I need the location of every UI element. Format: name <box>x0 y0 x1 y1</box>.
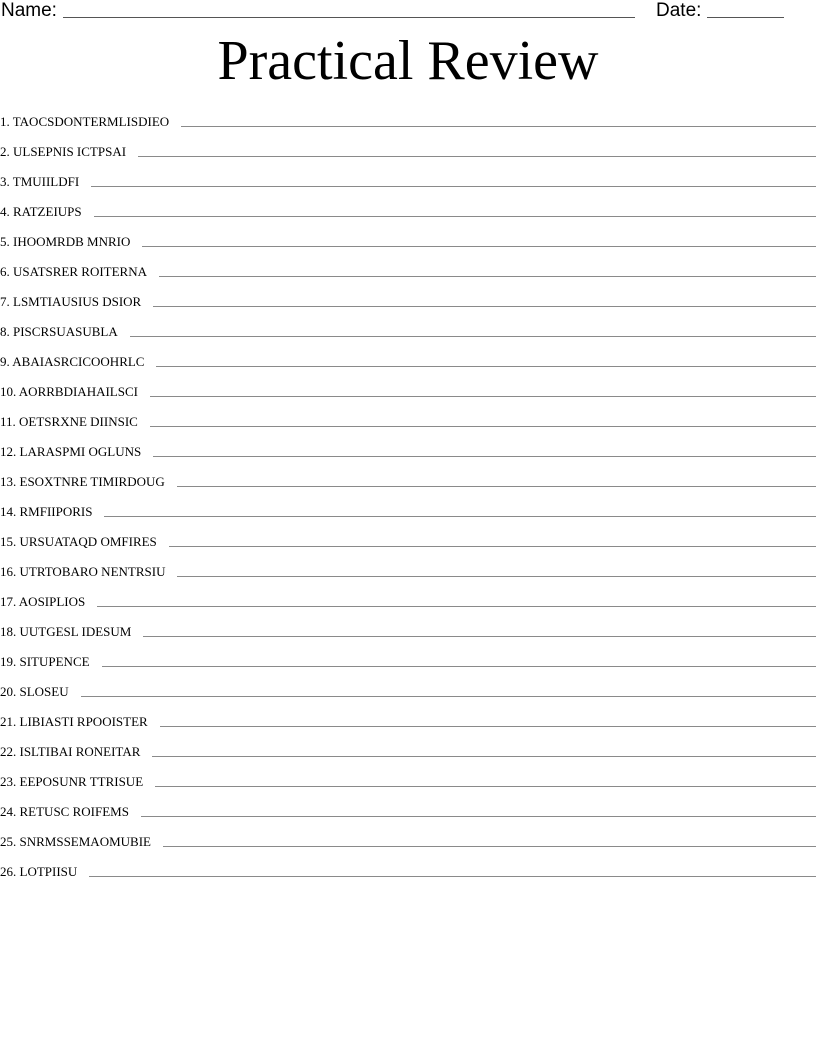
question-number: 22. <box>0 744 17 759</box>
name-label: Name: <box>1 0 57 21</box>
question-row <box>0 287 816 317</box>
question-row <box>0 557 816 587</box>
question-number: 9. <box>0 354 10 369</box>
scrambled-word <box>0 264 147 280</box>
question-number: 24. <box>0 804 17 819</box>
question-number: 8. <box>0 324 10 339</box>
answer-blank-line[interactable] <box>104 516 816 517</box>
date-blank-line[interactable] <box>707 17 784 18</box>
question-row <box>0 827 816 857</box>
question-row <box>0 857 816 887</box>
answer-blank-line[interactable] <box>91 186 816 187</box>
answer-blank-line[interactable] <box>141 816 816 817</box>
question-number: 14. <box>0 504 17 519</box>
question-row <box>0 257 816 287</box>
scrambled-letters: SNRMSSEMAOMUBIE <box>19 834 151 849</box>
scrambled-word <box>0 744 140 760</box>
question-number: 19. <box>0 654 17 669</box>
scrambled-letters: OETSRXNE DIINSIC <box>19 414 138 429</box>
answer-blank-line[interactable] <box>150 426 816 427</box>
scrambled-letters: PISCRSUASUBLA <box>13 324 118 339</box>
question-list <box>0 107 816 887</box>
question-row <box>0 617 816 647</box>
question-row <box>0 587 816 617</box>
scrambled-letters: LOTPIISU <box>19 864 78 879</box>
scrambled-word <box>0 624 131 640</box>
answer-blank-line[interactable] <box>150 396 816 397</box>
question-row <box>0 647 816 677</box>
question-row <box>0 497 816 527</box>
scrambled-letters: RETUSC ROIFEMS <box>19 804 129 819</box>
answer-blank-line[interactable] <box>177 486 816 487</box>
date-label: Date: <box>656 0 702 21</box>
worksheet-header <box>0 0 816 24</box>
answer-blank-line[interactable] <box>156 366 816 367</box>
question-row <box>0 197 816 227</box>
scrambled-word <box>0 804 129 820</box>
scrambled-word <box>0 144 126 160</box>
scrambled-word <box>0 414 138 430</box>
scrambled-letters: ESOXTNRE TIMIRDOUG <box>19 474 165 489</box>
question-number: 21. <box>0 714 17 729</box>
question-row <box>0 137 816 167</box>
question-row <box>0 407 816 437</box>
scrambled-letters: LARASPMI OGLUNS <box>19 444 142 459</box>
answer-blank-line[interactable] <box>159 276 816 277</box>
question-number: 7. <box>0 294 10 309</box>
question-number: 15. <box>0 534 17 549</box>
scrambled-letters: SITUPENCE <box>19 654 90 669</box>
question-number: 5. <box>0 234 10 249</box>
scrambled-word <box>0 444 141 460</box>
scrambled-letters: LSMTIAUSIUS DSIOR <box>13 294 142 309</box>
scrambled-letters: TAOCSDONTERMLISDIEO <box>12 114 170 129</box>
scrambled-word <box>0 474 165 490</box>
question-row <box>0 677 816 707</box>
scrambled-word <box>0 684 69 700</box>
scrambled-letters: AOSIPLIOS <box>18 594 86 609</box>
scrambled-letters: RMFIIPORIS <box>19 504 93 519</box>
question-number: 20. <box>0 684 17 699</box>
scrambled-letters: SLOSEU <box>19 684 69 699</box>
answer-blank-line[interactable] <box>130 336 816 337</box>
question-row <box>0 467 816 497</box>
scrambled-letters: ISLTIBAI RONEITAR <box>19 744 141 759</box>
scrambled-word <box>0 294 141 310</box>
scrambled-letters: IHOOMRDB MNRIO <box>13 234 131 249</box>
question-number: 12. <box>0 444 17 459</box>
question-number: 23. <box>0 774 17 789</box>
question-row <box>0 317 816 347</box>
answer-blank-line[interactable] <box>81 696 816 697</box>
answer-blank-line[interactable] <box>155 786 816 787</box>
scrambled-word <box>0 714 148 730</box>
scrambled-letters: EEPOSUNR TTRISUE <box>19 774 144 789</box>
answer-blank-line[interactable] <box>181 126 816 127</box>
answer-blank-line[interactable] <box>169 546 816 547</box>
question-row <box>0 167 816 197</box>
question-number: 25. <box>0 834 17 849</box>
scrambled-word <box>0 504 92 520</box>
question-row <box>0 797 816 827</box>
answer-blank-line[interactable] <box>138 156 816 157</box>
scrambled-word <box>0 384 138 400</box>
scrambled-letters: USATSRER ROITERNA <box>13 264 147 279</box>
question-number: 2. <box>0 144 10 159</box>
scrambled-word <box>0 834 151 850</box>
scrambled-letters: RATZEIUPS <box>13 204 82 219</box>
answer-blank-line[interactable] <box>177 576 816 577</box>
question-row <box>0 707 816 737</box>
scrambled-word <box>0 864 77 880</box>
scrambled-word <box>0 324 118 340</box>
scrambled-letters: UTRTOBARO NENTRSIU <box>19 564 166 579</box>
question-row <box>0 377 816 407</box>
scrambled-word <box>0 174 79 190</box>
scrambled-word <box>0 594 85 610</box>
scrambled-word <box>0 534 157 550</box>
scrambled-word <box>0 354 144 370</box>
scrambled-letters: ABAIASRCICOOHRLC <box>12 354 145 369</box>
question-row <box>0 767 816 797</box>
answer-blank-line[interactable] <box>152 756 816 757</box>
question-row <box>0 437 816 467</box>
question-number: 11. <box>0 414 16 429</box>
scrambled-word <box>0 654 90 670</box>
question-row <box>0 347 816 377</box>
question-number: 4. <box>0 204 10 219</box>
question-number: 18. <box>0 624 17 639</box>
question-row <box>0 737 816 767</box>
question-number: 26. <box>0 864 17 879</box>
scrambled-letters: ULSEPNIS ICTPSAI <box>13 144 127 159</box>
scrambled-word <box>0 204 82 220</box>
question-number: 17. <box>0 594 17 609</box>
answer-blank-line[interactable] <box>97 606 816 607</box>
answer-blank-line[interactable] <box>153 306 816 307</box>
scrambled-letters: LIBIASTI RPOOISTER <box>19 714 148 729</box>
question-number: 1. <box>0 114 10 129</box>
scrambled-word <box>0 774 143 790</box>
scrambled-word <box>0 234 130 250</box>
answer-blank-line[interactable] <box>153 456 816 457</box>
name-blank-line[interactable] <box>63 17 635 18</box>
scrambled-letters: AORRBDIAHAILSCI <box>18 384 138 399</box>
scrambled-letters: UUTGESL IDESUM <box>19 624 132 639</box>
page-title: Practical Review <box>217 30 599 92</box>
question-number: 3. <box>0 174 10 189</box>
question-row <box>0 107 816 137</box>
question-number: 16. <box>0 564 17 579</box>
question-number: 6. <box>0 264 10 279</box>
answer-blank-line[interactable] <box>102 666 816 667</box>
scrambled-letters: TMUIILDFI <box>12 174 80 189</box>
answer-blank-line[interactable] <box>89 876 816 877</box>
question-number: 10. <box>0 384 17 399</box>
answer-blank-line[interactable] <box>94 216 816 217</box>
scrambled-word <box>0 114 169 130</box>
answer-blank-line[interactable] <box>163 846 816 847</box>
answer-blank-line[interactable] <box>160 726 816 727</box>
scrambled-word <box>0 564 165 580</box>
answer-blank-line[interactable] <box>143 636 816 637</box>
scrambled-letters: URSUATAQD OMFIRES <box>19 534 157 549</box>
answer-blank-line[interactable] <box>142 246 816 247</box>
question-row <box>0 227 816 257</box>
question-row <box>0 527 816 557</box>
question-number: 13. <box>0 474 17 489</box>
